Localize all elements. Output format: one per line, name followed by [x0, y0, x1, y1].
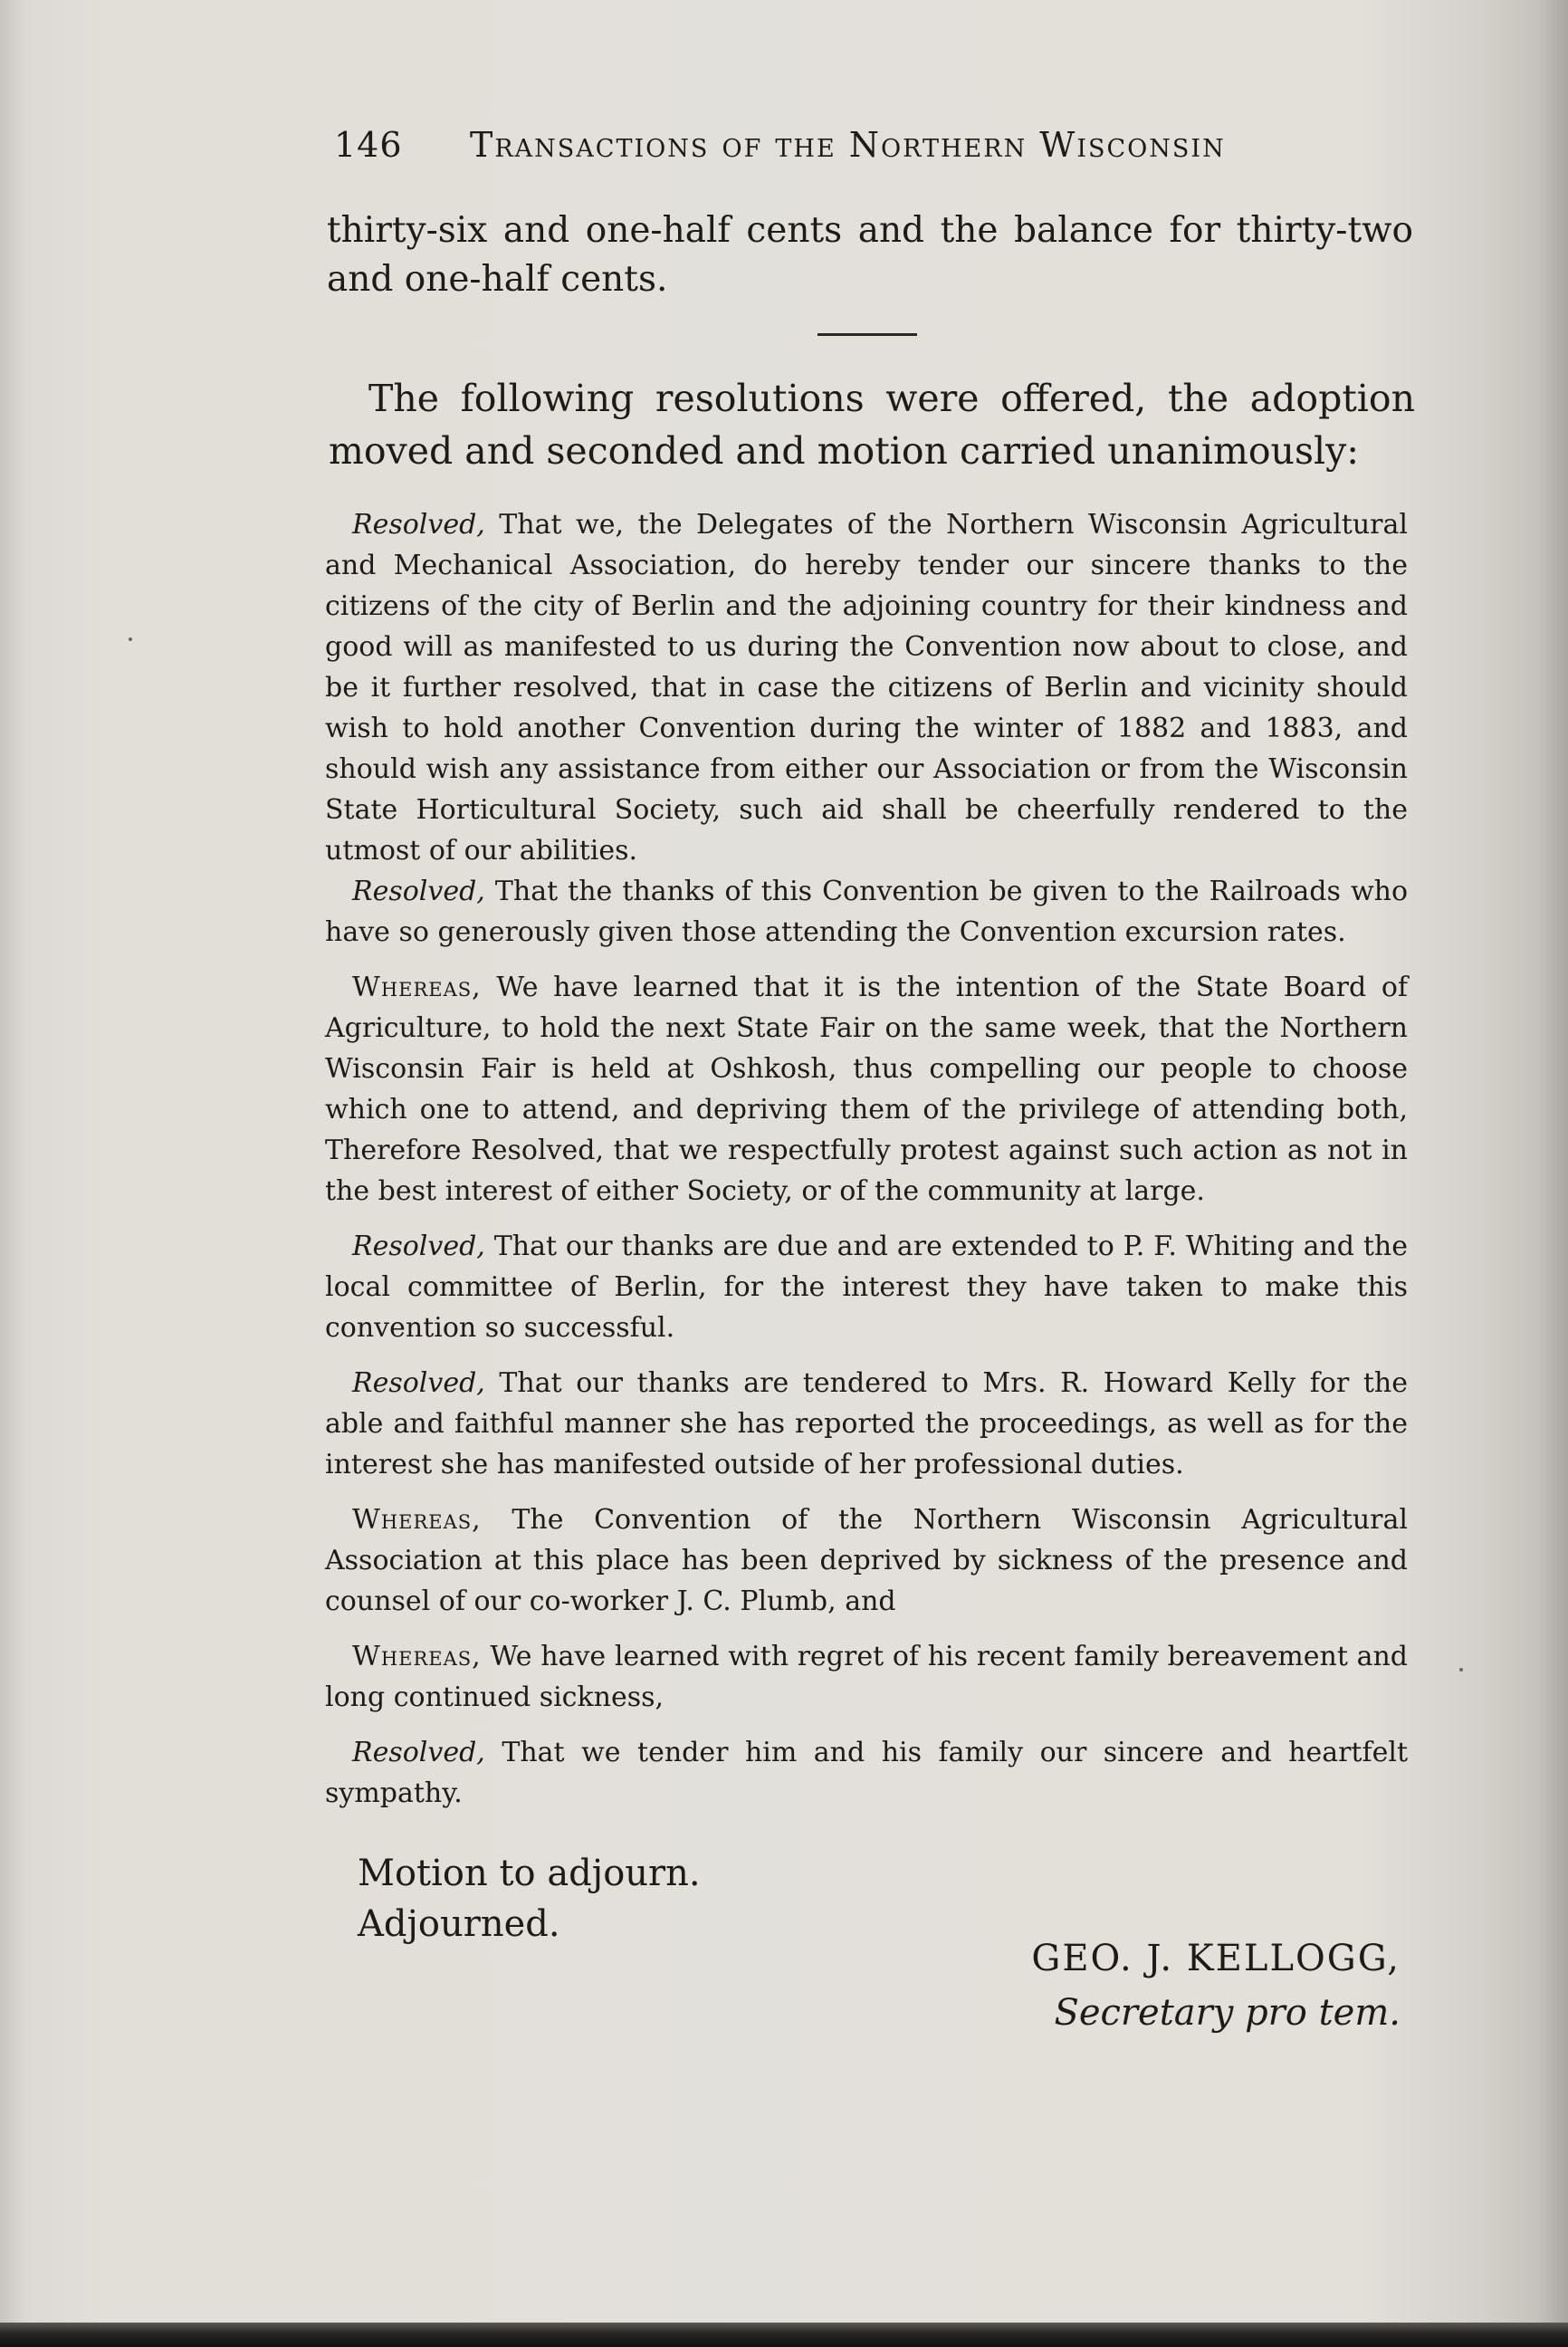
- resolution-paragraph: [325, 871, 1408, 953]
- paragraph-lead-word: Whereas,: [352, 1641, 482, 1672]
- motion-to-adjourn: Motion to adjourn.: [358, 1853, 701, 1894]
- paragraph-text: The Convention of the Northern Wisconsin Agricultural Association at this place has been deprived by sickness of the presence and counsel of our co-worker J. C. Plumb, and: [325, 1504, 1408, 1617]
- running-title: Transactions of the Northern Wisconsin: [470, 125, 1226, 165]
- resolutions-intro: The following resolutions were offered, the adoption moved and seconded and motion carried unanimously:: [329, 377, 1415, 473]
- paragraph-text: That we tender him and his family our sincere and heartfelt sympathy.: [325, 1737, 1408, 1809]
- paragraph-lead-word: Resolved,: [352, 1367, 485, 1399]
- page-header: [321, 118, 1417, 172]
- section-divider: [817, 333, 917, 336]
- paragraph-lead-word: Resolved,: [352, 1737, 485, 1768]
- paper-speck: [1459, 1668, 1463, 1672]
- signatory-title: Secretary pro tem.: [1054, 1992, 1401, 2034]
- paragraph-lead-word: Resolved,: [352, 509, 485, 541]
- whereas-paragraph: [325, 1636, 1408, 1718]
- paragraph-lead-word: Whereas,: [352, 1504, 482, 1536]
- adjourned-note: Adjourned.: [358, 1903, 560, 1945]
- paragraph-text: That our thanks are tendered to Mrs. R. Howard Kelly for the able and faithful manner she has reported the proceedings, as well as for the interest she has manifested outside of her professional duties.: [325, 1367, 1408, 1480]
- paragraph-lead-word: Resolved,: [352, 1231, 485, 1262]
- whereas-paragraph: [325, 1499, 1408, 1622]
- resolution-paragraph: [325, 1226, 1408, 1348]
- paragraph-lead-word: Resolved,: [352, 876, 485, 907]
- resolution-paragraph: [325, 1363, 1408, 1485]
- book-page: [321, 118, 1417, 2034]
- resolution-paragraph: [325, 504, 1408, 871]
- resolution-paragraph: [325, 1732, 1408, 1814]
- signatory-name: GEO. J. KELLOGG,: [1031, 1938, 1401, 1979]
- whereas-paragraph: [325, 967, 1408, 1212]
- paragraph-text: We have learned with regret of his recent family bereavement and long continued sickness,: [325, 1641, 1408, 1713]
- paragraph-lead-word: Whereas,: [352, 972, 482, 1003]
- page-number: 146: [334, 125, 403, 165]
- scan-bottom-edge: [0, 2323, 1568, 2347]
- paragraph-text: That we, the Delegates of the Northern Wisconsin Agricultural and Mechanical Association, do hereby tender our sincere thanks to the citizens of the city of Berlin and the adjoining country for their kindness and good will as manifested to us during the Convention now about to close, and be it further resolved, that in case the citizens of Berlin and vicinity should wish to hold another Convention during the winter of 1882 and 1883, and should wish any assistance from either our Association or from the Wisconsin State Horticultural Society, such aid shall be cheerfully rendered to the utmost of our abilities.: [325, 509, 1408, 867]
- paper-speck: [129, 637, 132, 641]
- paragraph-text: That the thanks of this Convention be given to the Railroads who have so generously given those attending the Convention excursion rates.: [325, 876, 1408, 948]
- paragraph-text: That our thanks are due and are extended to P. F. Whiting and the local committee of Berlin, for the interest they have taken to make this convention so successful.: [325, 1231, 1408, 1344]
- continued-text: thirty-six and one-half cents and the balance for thirty-two and one-half cents.: [327, 210, 1413, 300]
- signature-block: [894, 1931, 1401, 2040]
- paragraph-text: We have learned that it is the intention of the State Board of Agriculture, to hold the next State Fair on the same week, that the Northern Wisconsin Fair is held at Oshkosh, thus compelling our people to choose which one to attend, and depriving them of the privilege of attending both, Therefore Resolved, that we respectfully protest against such action as not in the best interest of either Society, or of the community at large.: [325, 972, 1408, 1207]
